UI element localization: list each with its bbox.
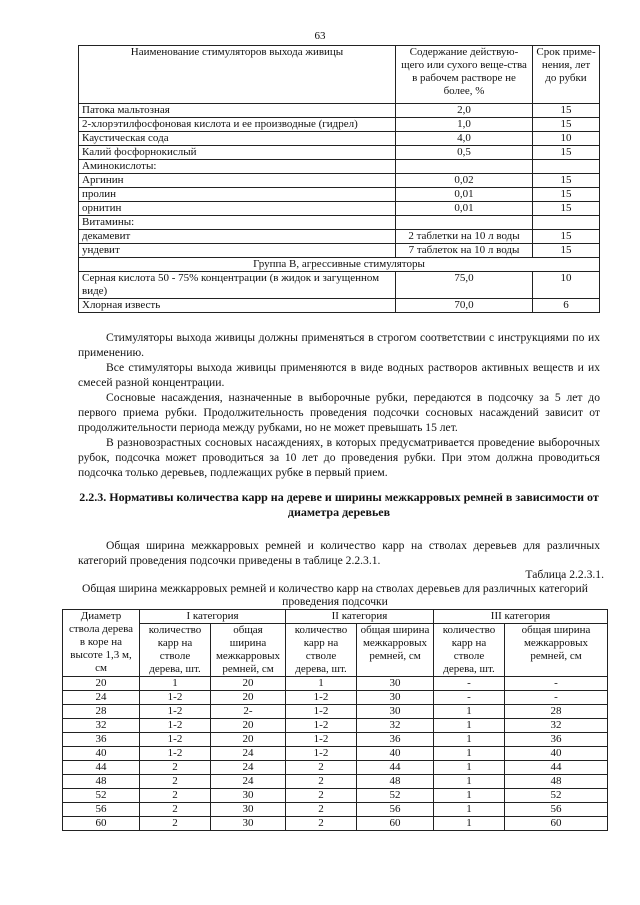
table-row: [79, 202, 600, 216]
table-cell: 2: [140, 789, 211, 803]
table-cell: 24: [211, 761, 286, 775]
cell-term: 15: [533, 244, 600, 258]
cell-name: Серная кислота 50 - 75% концентрации (в жидок и загущенном виде): [79, 272, 396, 299]
table-cell: 20: [63, 677, 140, 691]
table-cell: -: [434, 691, 505, 705]
cell-name: Аминокислоты:: [79, 160, 396, 174]
table-cell: 1: [434, 817, 505, 831]
table-cell: 20: [211, 719, 286, 733]
table-cell: 1-2: [140, 691, 211, 705]
paragraph: Сосновые насаждения, назначенные в выборочные рубки, передаются в подсочку за 5 лет до первого приема рубки. Продолжительность проведения подсочки сосновых насаждений зависит от продолжительности периода между рубками, но не может превышать 15 лет.: [78, 391, 600, 434]
sub-count: количество карр на стволе дерева, шт.: [434, 624, 505, 677]
table-cell: 36: [357, 733, 434, 747]
sub-count: количество карр на стволе дерева, шт.: [140, 624, 211, 677]
paragraph: В разновозрастных сосновых насаждениях, в которых предусматривается проведение выборочных рубок, подсочка может проводиться за 10 лет до проведения рубки. При этом должна проводиться подсочка только деревьев, подлежащих рубке в первый прием.: [78, 436, 600, 479]
table-cell: 32: [505, 719, 608, 733]
table-row: [63, 789, 608, 803]
table-cell: 60: [357, 817, 434, 831]
cell-name: 2-хлорэтилфосфоновая кислота и ее производные (гидрел): [79, 118, 396, 132]
table-cell: 24: [211, 747, 286, 761]
paragraph: Все стимуляторы выхода живицы применяются в виде водных растворов активных веществ и их смесей разной концентрации.: [78, 361, 600, 389]
table-cell: 60: [505, 817, 608, 831]
intro-paragraph: Общая ширина межкарровых ремней и количество карр на стволах деревьев для различных категорий проведения подсочки приведены в таблице 2.2.3.1.: [78, 539, 600, 567]
table-cell: 1-2: [286, 705, 357, 719]
table-cell: 52: [505, 789, 608, 803]
table-cell: 2: [140, 817, 211, 831]
cell-content: 75,0: [396, 272, 533, 299]
table-cell: 30: [211, 803, 286, 817]
sub-count: количество карр на стволе дерева, шт.: [286, 624, 357, 677]
header-content: Содержание действую-щего или сухого веще-ства в рабочем растворе не более, %: [396, 46, 533, 104]
table-row: [63, 747, 608, 761]
table-row: [63, 803, 608, 817]
table-row: [63, 705, 608, 719]
cell-term: 15: [533, 202, 600, 216]
table-cell: 20: [211, 691, 286, 705]
table-row: [79, 188, 600, 202]
header-category-3: III категория: [434, 610, 608, 624]
cell-content: [396, 160, 533, 174]
body-text: [78, 330, 600, 480]
cell-name: Хлорная известь: [79, 299, 396, 313]
table-title: Общая ширина межкарровых ремней и количество карр на стволах деревьев для различных категорий проведения подсочки: [82, 582, 588, 608]
table-row: [79, 272, 600, 299]
table-cell: 1-2: [286, 719, 357, 733]
table-cell: 2: [286, 789, 357, 803]
sub-width: общая ширина межкарровых ремней, см: [505, 624, 608, 677]
table-cell: 1: [434, 747, 505, 761]
page-number: 63: [314, 30, 326, 42]
table-cell: 1-2: [140, 747, 211, 761]
cell-name: Витамины:: [79, 216, 396, 230]
table-cell: 48: [357, 775, 434, 789]
table-row: [79, 216, 600, 230]
cell-term: 15: [533, 146, 600, 160]
table-cell: 2: [140, 761, 211, 775]
table-cell: 2: [140, 775, 211, 789]
paragraph: Стимуляторы выхода живицы должны применяться в строгом соответствии с инструкциями по их применению.: [78, 331, 600, 359]
table-cell: 1: [140, 677, 211, 691]
table-row: [63, 817, 608, 831]
table-cell: 30: [211, 817, 286, 831]
cell-term: 15: [533, 230, 600, 244]
table-cell: 30: [357, 705, 434, 719]
table-cell: 1: [286, 677, 357, 691]
cell-term: 15: [533, 188, 600, 202]
cell-content: 1,0: [396, 118, 533, 132]
table-cell: 1: [434, 789, 505, 803]
table-cell: 2: [286, 803, 357, 817]
table-header-row: [79, 46, 600, 104]
cell-term: [533, 216, 600, 230]
cell-name: ундевит: [79, 244, 396, 258]
table-cell: 60: [63, 817, 140, 831]
table-cell: 30: [211, 789, 286, 803]
table-cell: 32: [357, 719, 434, 733]
header-term: Срок приме-нения, лет до рубки: [533, 46, 600, 104]
sub-width: общая ширина межкарровых ремней, см: [211, 624, 286, 677]
table-cell: 28: [63, 705, 140, 719]
cell-name: декамевит: [79, 230, 396, 244]
table-row: [79, 118, 600, 132]
header-diameter: Диаметр ствола дерева в коре на высоте 1,3 м, см: [63, 610, 140, 677]
header-category-2: II категория: [286, 610, 434, 624]
group-row: [79, 258, 600, 272]
cell-term: 15: [533, 174, 600, 188]
cell-name: Патока мальтозная: [79, 104, 396, 118]
cell-content: 4,0: [396, 132, 533, 146]
cell-content: 0,01: [396, 188, 533, 202]
table-cell: 1: [434, 761, 505, 775]
table-row: [79, 146, 600, 160]
sub-width: общая ширина межкарровых ремней, см: [357, 624, 434, 677]
table-cell: 44: [357, 761, 434, 775]
table-cell: 1-2: [286, 747, 357, 761]
group-label: Группа В, агрессивные стимуляторы: [79, 258, 600, 272]
cell-name: орнитин: [79, 202, 396, 216]
table-cell: -: [505, 691, 608, 705]
table-cell: 30: [357, 691, 434, 705]
intro-text: [78, 538, 600, 568]
table-cell: 1: [434, 775, 505, 789]
table-cell: 1-2: [140, 705, 211, 719]
cell-content: 0,5: [396, 146, 533, 160]
table-cell: 36: [505, 733, 608, 747]
table-cell: 36: [63, 733, 140, 747]
table-header-row: [63, 610, 608, 624]
table-cell: 56: [63, 803, 140, 817]
cell-content: 70,0: [396, 299, 533, 313]
cell-term: [533, 160, 600, 174]
table-row: [63, 775, 608, 789]
table-cell: 20: [211, 677, 286, 691]
cell-content: 2 таблетки на 10 л воды: [396, 230, 533, 244]
section-heading: 2.2.3. Нормативы количества карр на дереве и ширины межкарровых ремней в зависимости от диаметра деревьев: [79, 490, 599, 519]
table-cell: 1: [434, 705, 505, 719]
table-cell: 44: [63, 761, 140, 775]
table-row: [79, 104, 600, 118]
table-cell: 1-2: [140, 719, 211, 733]
table-cell: 52: [357, 789, 434, 803]
cell-term: 15: [533, 104, 600, 118]
cell-content: 0,01: [396, 202, 533, 216]
table-cell: 2: [286, 775, 357, 789]
table-row: [63, 733, 608, 747]
table-cell: 1-2: [140, 733, 211, 747]
table-cell: 1: [434, 803, 505, 817]
cell-content: 0,02: [396, 174, 533, 188]
table-row: [63, 691, 608, 705]
table-cell: 48: [505, 775, 608, 789]
table-cell: 1: [434, 733, 505, 747]
stimulators-table: [78, 45, 600, 313]
table-cell: -: [505, 677, 608, 691]
table-cell: 2: [286, 761, 357, 775]
header-category-1: I категория: [140, 610, 286, 624]
cell-term: 10: [533, 132, 600, 146]
table-row: [63, 677, 608, 691]
table-cell: 48: [63, 775, 140, 789]
table-cell: 32: [63, 719, 140, 733]
table-cell: 40: [63, 747, 140, 761]
cell-content: 7 таблеток на 10 л воды: [396, 244, 533, 258]
cell-term: 6: [533, 299, 600, 313]
table-row: [63, 761, 608, 775]
table-cell: 52: [63, 789, 140, 803]
cell-term: 15: [533, 118, 600, 132]
cell-name: Калий фосфорнокислый: [79, 146, 396, 160]
table-cell: 40: [357, 747, 434, 761]
cell-name: Аргинин: [79, 174, 396, 188]
table-cell: 2: [140, 803, 211, 817]
carr-norms-table: [62, 609, 608, 831]
table-row: [79, 174, 600, 188]
table-row: [63, 719, 608, 733]
header-name: Наименование стимуляторов выхода живицы: [79, 46, 396, 104]
table-cell: 2-: [211, 705, 286, 719]
table-row: [79, 132, 600, 146]
table-cell: 56: [357, 803, 434, 817]
table-cell: 56: [505, 803, 608, 817]
table-cell: 30: [357, 677, 434, 691]
table-cell: 24: [63, 691, 140, 705]
table-subheader-row: [63, 624, 608, 677]
table-cell: 20: [211, 733, 286, 747]
table-cell: 28: [505, 705, 608, 719]
table-cell: 40: [505, 747, 608, 761]
table-cell: 1: [434, 719, 505, 733]
table-cell: 44: [505, 761, 608, 775]
table-cell: 1-2: [286, 733, 357, 747]
table-label: Таблица 2.2.3.1.: [525, 568, 604, 581]
cell-content: [396, 216, 533, 230]
cell-content: 2,0: [396, 104, 533, 118]
cell-name: пролин: [79, 188, 396, 202]
table-row: [79, 244, 600, 258]
table-row: [79, 230, 600, 244]
cell-name: Каустическая сода: [79, 132, 396, 146]
table-cell: 1-2: [286, 691, 357, 705]
table-row: [79, 299, 600, 313]
table-cell: 24: [211, 775, 286, 789]
table-cell: -: [434, 677, 505, 691]
cell-term: 10: [533, 272, 600, 299]
table-cell: 2: [286, 817, 357, 831]
table-row: [79, 160, 600, 174]
